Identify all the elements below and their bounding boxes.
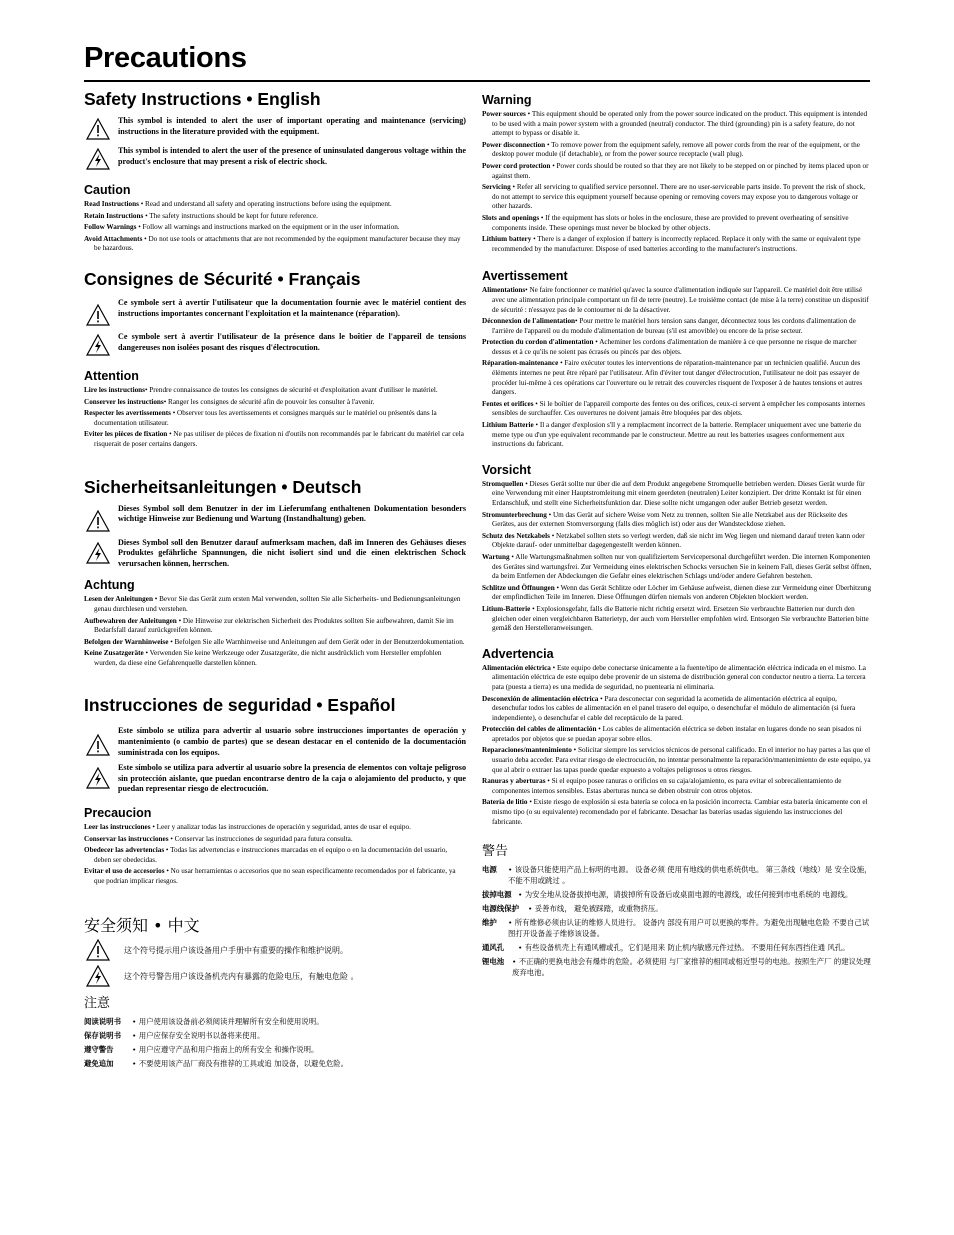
achtung-title: Achtung [84, 578, 135, 593]
section-avertissement [482, 268, 872, 450]
list-item: 保存说明书 • 用户应保存安全说明书以备将来使用。 [84, 1030, 265, 1040]
symbol-text-caution: Ce symbole sert à avertir l'utilisateur que la documentation fournie avec le matériel contient des instructions importantes concernant l'exploitation et la maintenance (réparation). [118, 297, 466, 318]
warning-title: Warning [482, 93, 532, 107]
section-title-spanish: Instrucciones de seguridad • Español [84, 695, 396, 716]
title-rule [84, 80, 870, 82]
list-item: Slots and openings • If the equipment has slots or holes in the enclosure, these are provided to prevent overheating of sensitive components inside. These openings must never be blocked by other objects. [482, 213, 849, 232]
list-item: 电源线保护 • 妥善布线， 避免被踩踏，或重物挤压。 [482, 904, 663, 914]
symbol-text-voltage: This symbol is intended to alert the user of the presence of uninsulated dangerous voltage within the product's enclosure that may present a risk of electric shock. [118, 146, 466, 166]
list-item: Avoid Attachments • Do not use tools or attachments that are not recommended by the equipment manufacturer because they may be hazardous. [84, 234, 461, 253]
list-item: Power sources • This equipment should be operated only from the power source indicated on the product. This equipment is intended to be used with a main power system with a grounded (neutral) conductor. The third (grounding) pin is a safety feature, do not attempt to bypass or disable it. [482, 110, 868, 138]
right-column [482, 92, 872, 978]
list-item: Power cord protection • Power cords should be routed so that they are not likely to be stepped on or pinched by items placed upon or against them. [482, 161, 869, 180]
list-item: Lithium battery • There is a danger of explosion if battery is incorrectly replaced. Replace it only with the same or equivalent type recommended by the manufacturer. Dispose of used batteries according to the manufacturer's instructions. [482, 235, 861, 253]
list-item: Eviter les pièces de fixation • Ne pas utiliser de pièces de fixation ni d'outils non recommandés par le fabricant du matériel car cela risquerait de poser certains dangers. [84, 430, 464, 448]
list-item: Alimentación eléctrica • Este equipo debe conectarse únicamente a la fuente/tipo de alimentación eléctrica indicada en el mismo. La alimentación eléctrica de este equipo debe provenir de un sistema de distribución general con conductor neutro a tierra. La tercera pata (puesta a tierra) es una medida de seguridad, no puentearia ni eliminaria. [482, 663, 866, 691]
list-item: Aufbewahren der Anleitungen • Die Hinweise zur elektrischen Sicherheit des Produktes sollten Sie aufbewahren, damit Sie im Bedarfsfall darauf zurückgreifen können. [84, 616, 454, 635]
list-item: Wartung • Alle Wartungsmaßnahmen sollten nur von qualifiziertem Servicepersonal durchgeführt werden. Die internen Komponenten des Gerätes sind wartungsfrei. Zur Vermeidung eines elektrischen Schocks versuchen Sie in keinem Fall, dieses Gerät selbst öffnen, da beim Entfernen der Abdeckungen die Gefahr eines elektrischen Schlags und/oder andere Gefahren bestehen. [482, 552, 872, 581]
list-item: 阅读说明书 • 用户使用该设备前必须阅读并理解所有安全和使用说明。 [84, 1016, 324, 1026]
voltage-triangle-icon [86, 767, 110, 789]
voltage-triangle-icon [86, 542, 110, 564]
section-chinese [84, 915, 466, 1069]
symbol-text-caution: 这个符号提示用户该设备用户手册中有重要的操作和维护说明。 [124, 945, 348, 955]
caution-triangle-icon [86, 118, 110, 140]
list-item: 电源 • 该设备只能使用产品上标明的电源。 设备必须 使用有地线的供电系统供电。 第三条线（地线）是 安全设施，不能不用或跳过 。 [482, 865, 872, 886]
page-title: Precautions [84, 42, 247, 74]
section-title-french: Consignes de Sécurité • Français [84, 268, 361, 289]
list-item: Conservar las instrucciones • Conservar las instrucciones de seguridad para futura consulta. [84, 834, 353, 843]
caution-triangle-icon [86, 734, 110, 756]
symbol-text-voltage: Dieses Symbol soll den Benutzer darauf aufmerksam machen, daß im Inneren des Gehäuses dieses Produktes gefährliche Spannungen, die nicht isoliert sind und die einen elektrischen Schock verursachen können, herrschen. [118, 537, 466, 568]
list-item: 遵守警告 • 用户应遵守产品和用户指南上的所有安全 和操作说明。 [84, 1044, 319, 1054]
list-item: Conserver les instructions• Ranger les consignes de sécurité afin de pouvoir les consulter à l'avenir. [84, 397, 375, 406]
list-item: Leer las instrucciones • Leer y analizar todas las instrucciones de operación y seguridad, antes de usar el equipo. [84, 823, 411, 832]
section-english [84, 88, 466, 254]
symbol-text-caution: Este símbolo se utiliza para advertir al usuario sobre instrucciones importantes de operación y mantenimiento (o cambio de partes) que se desean destacar en el contenido de la documentación suministrada con los equipos. [118, 726, 466, 757]
list-item: Lithium Batterie • Il a danger d'explosion s'll y a remplacment incorrect de la batterie. Remplacer uniquement avec une batterie du meme type ou d'un ype equivalent recommande par le constructeur. Mettre au reut les batteries usagees conformement aux instructions du fabricant. [482, 421, 861, 449]
list-item: Schutz des Netzkabels • Netzkabel sollten stets so verlegt werden, daß sie nicht im Weg liegen und niemand darauf treten kann oder Objekte darauf- oder unmittelbar dagegengestellt werden können. [482, 531, 865, 550]
list-item: Obedecer las advertencias • Todas las advertencias e instrucciones marcadas en el equipo o en la documentación del usuario, deben ser obedecidas. [84, 846, 448, 864]
section-warning [482, 92, 872, 254]
attention-title: Attention [84, 368, 139, 383]
list-item: Schlitze und Öffnungen • Wenn das Gerät Schlitze oder Löcher im Gehäuse aufweist, dienen diese zur Vermeidung einer Überhitzung der empfindlichen Teile im Inneren. Diese Öffnungen dürfen niemals von anderen Objekten blockiert werden. [482, 583, 872, 602]
list-item: Respecter les avertissements • Observer tous les avertissements et consignes marqués sur le matériel ou présentés dans la documentation utilisateur. [84, 409, 437, 427]
list-item: Fentes et orifices • Si le boîtier de l'appareil comporte des fentes ou des orifices, ceux-ci servent à empêcher les composants internes sensibles de surchauffer. Ces ouvertures ne doivent jamais être bloquées par des objets. [482, 399, 866, 418]
symbol-text-caution: This symbol is intended to alert the user of important operating and maintenance (servicing) instructions in the literature provided with the equipment. [118, 116, 466, 136]
list-item: Stromquellen • Dieses Gerät sollte nur über die auf dem Produkt angegebene Stromquelle betrieben werden. Dieses Gerät wurde für eine Verwendung mit einer Hauptstromleitung mit einem geerdeten (neutralen) Leiter konzipiert. Der dritte Kontakt ist für einen Erdanschluß, und stellt eine Sicherheitsfunktion dar. Diese sollte nicht umgangen oder außer Betrieb gesetzt werden. [482, 479, 865, 507]
list-item: Litium-Batterie • Explosionsgefahr, falls die Batterie nicht richtig ersetzt wird. Ersetzen Sie verbrauchte Batterien nur durch den gleichen oder einen vergleichbaren Batterietyp, der auch vom Hersteller empfohlen wird. Entsorgen Sie verbrauchte Batterien bitte gemäß den Herstelleranweisungen. [482, 604, 869, 633]
list-item: Alimentations• Ne faire fonctionner ce matériel qu'avec la source d'alimentation indiquée sur l'appareil. Ce matériel doit être utilisé avec une alimentation principale comportant un fil de terre (neutre). Le troisième contact (de mise à la terre) constitue un dispositif de sécurité : n'essayez pas de le contourner ni de la désactiver. [482, 286, 869, 314]
list-item: Déconnexion de l'alimentation• Pour mettre le matériel hors tension sans danger, déconnectez tous les cordons d'alimentation de l'arrière de l'appareil ou du module d'alimentation de bureau (s'il est amovible) ou encore de la prise secteur. [482, 317, 856, 335]
list-item: Follow Warnings • Follow all warnings and instructions marked on the equipment or in the user information. [84, 223, 400, 232]
left-column [84, 86, 466, 1069]
symbol-text-voltage: Ce symbole sert à avertir l'utilisateur de la présence dans le boîtier de l'appareil de tensions dangereuses non isolées posant des risques d'électrocution. [118, 331, 466, 352]
list-item: Stromunterbrechung • Um das Gerät auf sichere Weise vom Netz zu trennen, sollten Sie alle Netzkabel aus der Rückseite des Gerätes, aus der externen Stomversorgung (falls dies möglich ist) oder aus der Wandsteckdose ziehen. [482, 510, 848, 529]
caution-title: Caution [84, 183, 131, 197]
symbol-row-caution [84, 298, 466, 326]
section-title-german: Sicherheitsanleitungen • Deutsch [84, 476, 362, 497]
list-item: Lesen der Anleitungen • Bevor Sie das Gerät zum ersten Mal verwenden, sollten Sie alle Sicherheits- und Bedienungsanleitungen genau durchlesen und verstehen. [84, 595, 461, 613]
list-item: Batería de litio • Existe riesgo de explosión si esta batería se coloca en la posición incorrecta. Cambiar esta batería únicamente con el mismo tipo (o su equivalente) recomendado por el fabricante. Desachar las baterías usadas siguiendo las instrucciones del fabricante. [482, 798, 868, 826]
symbol-text-caution: Dieses Symbol soll dem Benutzer in der im Lieferumfang enthaltenen Dokumentation besonders wichtige Hinweise zur Bedienung und Wartung (Instandhaltung) geben. [118, 503, 466, 524]
list-item: Keine Zusatzgeräte • Verwenden Sie keine Werkzeuge oder Zusatzgeräte, die nicht ausdrücklich vom Hersteller empfohlen wurden, da diese eine Gefahrenquelle darstellen können. [84, 649, 442, 667]
list-item: 避免追加 • 不要使用该产品厂商没有推荐的工具或追 加设备，以避免危险。 [84, 1058, 348, 1068]
section-german [84, 476, 466, 669]
voltage-triangle-icon [86, 334, 110, 356]
symbol-text-voltage: 这个符号警告用户该设备机壳内有暴露的危险电压，有触电危险 。 [124, 971, 359, 981]
symbol-row-voltage [84, 332, 466, 356]
list-item: 维护 • 所有维修必须由认证的维修人员进行。 设备内 部没有用户可以更换的零件。为避免出现触电危险 不要自己试图打开设备盖子维修该设备。 [482, 918, 870, 939]
list-item: Evitar el uso de accesorios • No usar herramientas o accesorios que no sean especificamente recomendados por el fabricante, ya que podrian implicar riesgos. [84, 867, 456, 885]
symbol-row-voltage [84, 538, 466, 570]
list-item: Protection du cordon d'alimentation • Acheminer les cordons d'alimentation de manière à ce que personne ne risque de marcher dessus et à ce qu'ils ne soient pas écrasés ou pincés par des objets. [482, 338, 857, 356]
symbol-row-voltage [84, 965, 466, 987]
avertissement-title: Avertissement [482, 269, 568, 284]
zh-warning-title: 警告 [482, 844, 509, 860]
list-item: Protección del cables de alimentación • Los cables de alimentación eléctrica se deben instalar en lugares donde no sean pisados ni apretados por objetos que se puedan apoyar sobre ellos. [482, 725, 862, 743]
caution-triangle-icon [86, 939, 110, 961]
caution-triangle-icon [86, 304, 110, 326]
list-item: 拔掉电源 • 为安全地从设备拔掉电源，请拔掉所有设备后或桌面电源的电源线，或任何接到市电系统的 电源线。 [482, 890, 853, 900]
notice-title: 注意 [84, 995, 111, 1011]
symbol-row-caution [84, 726, 466, 758]
list-item: Power disconnection • To remove power from the equipment safely, remove all power cords from the rear of the equipment, or the desktop power module (if detachable), or from the power source receptacle (wall plug). [482, 140, 860, 159]
symbol-row-caution [84, 504, 466, 532]
section-title-english: Safety Instructions • English [84, 89, 321, 109]
list-item: 通风孔 • 有些设备机壳上有通风槽或孔，它们是用来 防止机内敏感元件过热。 不要用任何东西挡住通 风孔。 [482, 943, 850, 953]
symbol-row-caution [84, 116, 466, 140]
symbol-row-voltage [84, 763, 466, 795]
symbol-row-caution [84, 939, 466, 961]
section-vorsicht [482, 462, 872, 634]
list-item: Servicing • Refer all servicing to qualified service personnel. There are no user-serviceable parts inside. To prevent the risk of shock, do not attempt to service this equipment yourself because opening or removing covers may expose you to dangerous voltage or other hazards. [482, 183, 866, 211]
list-item: Read Instructions • Read and understand all safety and operating instructions before using the equipment. [84, 200, 392, 208]
list-item: 锂电池 • 不正确的更换电池会有爆炸的危险。必须使用 与厂家推荐的相同或相近型号的电池。按照生产厂 的建议处理废弃电池。 [482, 957, 871, 978]
list-item: Desconexión de alimentación eléctrica • Para desconectar con seguridad la acometida de alimentación eléctrica al equipo, desenchufar todos los cables de alimentación en el panel trasero del equipo, o desenchufar el módulo de alimentación (si fuera independiente), o desenchufar el cable del receptáculo de la pared. [482, 694, 856, 722]
symbol-text-voltage: Este símbolo se utiliza para advertir al usuario sobre la presencia de elementos con voltaje peligroso sin protección aislante, que puedan encontrarse dentro de la caja o alojamiento del producto, y que puedan representar riesgo de electrocución. [118, 763, 466, 794]
list-item: Lire les instructions• Prendre connaissance de toutes les consignes de sécurité et d'exploitation avant d'utiliser le matériel. [84, 385, 438, 394]
vorsicht-title: Vorsicht [482, 462, 532, 477]
section-spanish [84, 694, 466, 886]
section-zh-warning [482, 843, 872, 978]
list-item: Retain Instructions • The safety instructions should be kept for future reference. [84, 211, 318, 220]
list-item: Réparation-maintenance • Faire exécuter toutes les interventions de réparation-maintenance par un technicien qualifié. Aucun des éléments internes ne peut être réparé par l'utilisateur. Afin d'éviter tout danger d'électrocution, l'utilisateur ne doit pas essayer de procéder lui-même à ces opérations car l'ouverture ou le retrait des couvercles risquent de l'exposer à de hautes tensions et autres dangers. [482, 359, 863, 397]
list-item: Reparaciones/mantenimiento • Solicitar siempre los servicios técnicos de personal calificado. En el interior no hay partes a las que el usuario deba acceder. Para evitar riesgo de electrocución, no intentar personalmente la reparación/mantenimiento de este equipo, ya que al abrir o extraer las tapas puede quedar expuesto a voltajes peligrosos u otros riesgos. [482, 746, 871, 774]
section-title-chinese: 安全须知 • 中文 [84, 915, 200, 935]
list-item: Ranuras y aberturas • Si el equipo posee ranuras o orificios en su caja/alojamiento, es para evitar el sobrecalientamiento de componentes internos sensibles. Estas aberturas nunca se deben obstruir con otros objetos. [482, 777, 842, 795]
caution-triangle-icon [86, 510, 110, 532]
precaucion-title: Precaucion [84, 806, 152, 821]
voltage-triangle-icon [86, 965, 110, 987]
section-advertencia [482, 646, 872, 828]
list-item: Befolgen der Warnhinweise • Befolgen Sie alle Warnhinweise und Anleitungen auf dem Gerät oder in der Benutzerdokumentation. [84, 637, 465, 646]
advertencia-title: Advertencia [482, 646, 554, 661]
voltage-triangle-icon [86, 148, 110, 170]
section-french [84, 268, 466, 450]
symbol-row-voltage [84, 146, 466, 170]
